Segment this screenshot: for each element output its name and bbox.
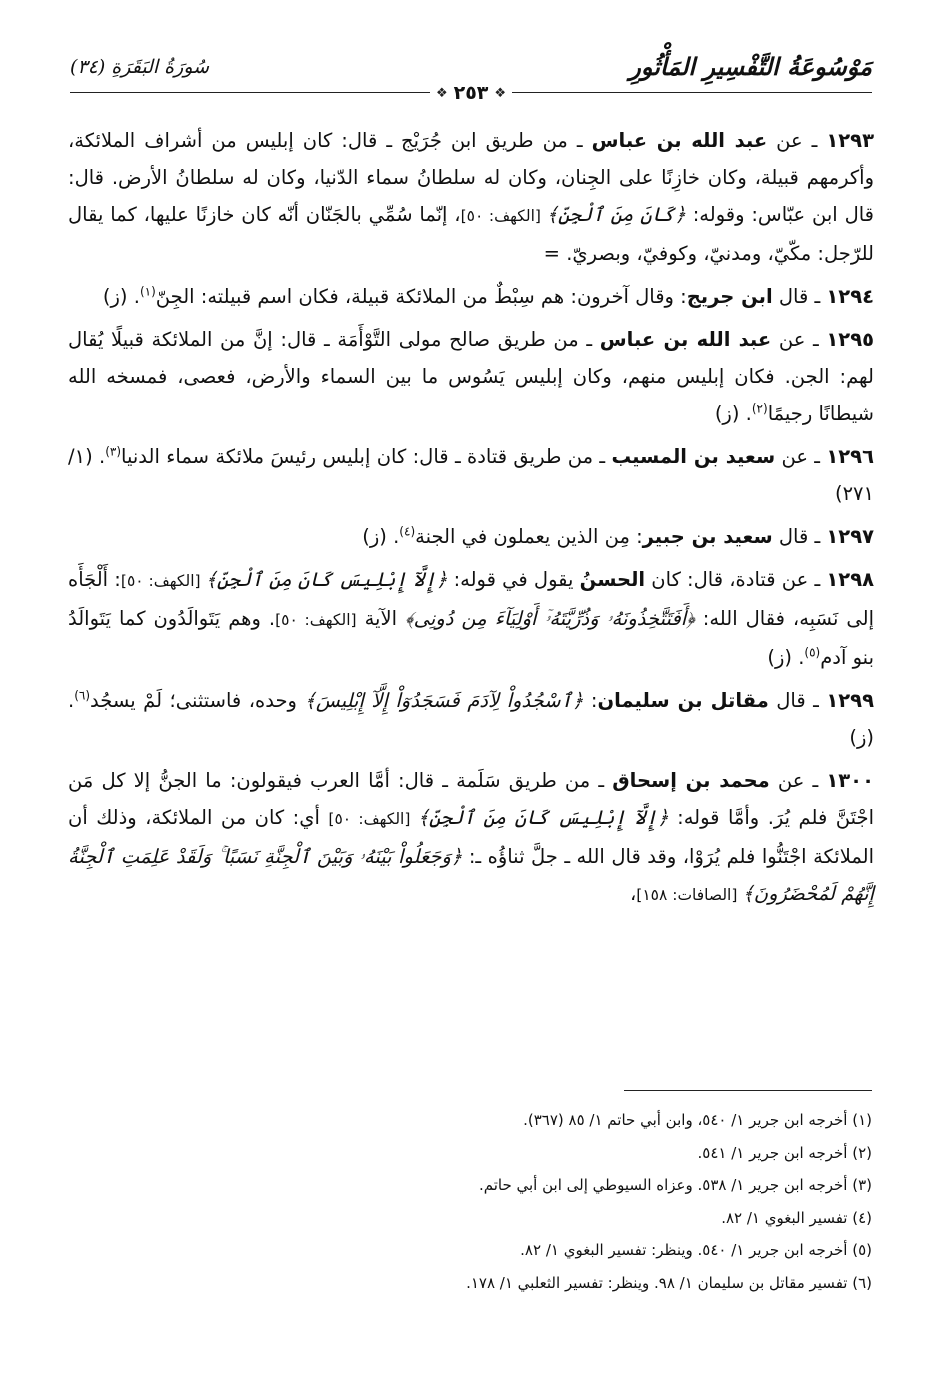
footnote-item: (٦) تفسير مقاتل بن سليمان ١/ ٩٨. وينظر: تفسير الثعلبي ١/ ١٧٨.: [466, 1273, 872, 1292]
narrator-name: عبد الله بن عباس: [599, 328, 772, 351]
narration-number: ١٢٩٨: [826, 568, 874, 591]
verse-reference: [الصافات: ١٥٨]: [636, 886, 743, 904]
narration-text: : وقال آخرون: هم سِبْطٌ من الملائكة قبيلة، فكان اسم قبيلته: الجِنّ: [155, 285, 687, 308]
narration-text: ـ من طريق صالح مولى التَّوْأَمَة ـ قال: إنَّ من الملائكة قبيلًا يُقال لهم: الجن. فكان إبليس منهم، وكان إبليس يَسُوس ما بين السماء والأرض، فعصى، فمسخه الله شيطانًا رجيمًا: [68, 328, 874, 425]
ornament-icon: ❖: [494, 86, 507, 101]
narration-intro: ـ قال: [772, 285, 827, 308]
quran-verse: ﴿أَفَتَتَّخِذُونَهُۥ وَذُرِّيَّتَهُۥٓ أَوْلِيَآءَ مِن دُونِى﴾: [405, 607, 695, 630]
verse-reference: [الكهف: ٥٠]: [460, 207, 547, 225]
page-number: ٢٥٣: [453, 82, 489, 104]
footnote-marker[interactable]: (٣): [105, 444, 122, 459]
narration-intro: ـ عن: [769, 769, 827, 792]
page-number-block: [70, 82, 872, 104]
quran-verse: ﴿إِلَّآ إِبْلِيسَ كَانَ مِنَ ٱلْجِنِّ﴾: [417, 806, 669, 829]
narration-text: . (ز): [714, 402, 752, 425]
narrator-name: عبد الله بن عباس: [591, 129, 768, 152]
narration-text: . (ز): [362, 525, 400, 548]
narration-text: : أَلْجَأَه إلى نَسَبِه، فقال الله:: [68, 568, 874, 630]
footnote-marker[interactable]: (٥): [804, 645, 821, 660]
footnote-item: (٤) تفسير البغوي ١/ ٨٢.: [721, 1208, 872, 1227]
narration-number: ١٢٩٧: [826, 525, 874, 548]
book-title: مَوْسُوعَةُ التَّفْسِيرِ المَأْثُورِ: [629, 52, 872, 81]
narration-1300: [68, 762, 874, 914]
narrator-name: الحسنُ: [579, 568, 646, 591]
narration-1297: [68, 518, 874, 555]
footnote-item: (٢) أخرجه ابن جرير ١/ ٥٤١.: [697, 1143, 872, 1162]
narration-intro: ـ عن: [767, 129, 827, 152]
narration-text: :: [583, 689, 598, 712]
narration-number: ١٢٩٦: [826, 445, 874, 468]
footnote-separator: [624, 1090, 872, 1091]
narration-number: ١٢٩٥: [826, 328, 875, 351]
narration-number: ١٢٩٩: [826, 689, 874, 712]
narration-text: أي: كان من الملائكة، وذلك أن الملائكة اجْتَنُّوا فلم يُرَوْا، وقد قال الله ـ جلَّ ثناؤُه ـ:: [68, 806, 875, 868]
narration-text: ،: [629, 882, 637, 905]
narration-text: وحده، فاستثنى؛ لَمْ يسجُد: [90, 689, 305, 712]
quran-verse: ﴿كَانَ مِنَ ٱلْجِنِّ﴾: [546, 203, 686, 226]
narration-1298: [68, 561, 874, 676]
footnote-marker[interactable]: (٦): [74, 688, 91, 703]
narration-text: الآية: [356, 607, 405, 630]
narration-number: ١٣٠٠: [826, 769, 874, 792]
verse-reference: [الكهف: ٥٠]: [120, 572, 206, 590]
narration-text: . وهم يَتَوالَدُون كما يَتَوالَدُ بنو آدم: [68, 607, 874, 669]
narration-text: . (ز): [102, 285, 140, 308]
main-text: [68, 122, 874, 914]
narration-text: ـ من طريق قتادة ـ قال: كان إبليس رئيسَ ملائكة سماء الدنيا: [121, 445, 612, 468]
narration-number: ١٢٩٣: [826, 129, 874, 152]
narration-intro: ـ عن: [771, 328, 827, 351]
footnote-item: (٣) أخرجه ابن جرير ١/ ٥٣٨. وعزاه السيوطي إلى ابن أبي حاتم.: [478, 1176, 872, 1194]
narration-intro: ـ قال: [768, 689, 827, 712]
quran-verse: ﴿وَجَعَلُواْ بَيْنَهُۥ وَبَيْنَ ٱلْجِنَّةِ نَسَبًا ۚ وَلَقَدْ عَلِمَتِ ٱلْجِنَّةُ إِنَّهُمْ لَمُحْضَرُونَ﴾: [68, 845, 874, 905]
narration-text: ـ من طريق سَلَمة ـ قال: أمَّا العرب فيقولون: ما الجنُّ إلا كل مَن اجْتَنَّ فلم يُرَ. وأمَّا قوله:: [68, 769, 875, 829]
narration-text: . (ز): [767, 646, 805, 669]
narrator-name: مقاتل بن سليمان: [597, 689, 769, 712]
narration-text: : مِن الذين يعملون في الجنة: [415, 525, 643, 548]
narration-1295: [68, 321, 874, 432]
narration-1296: [68, 438, 874, 512]
ornament-icon: ❖: [435, 86, 448, 101]
quran-verse: ﴿ٱسْجُدُواْ لِآدَمَ فَسَجَدُوٓاْ إِلَّآ إِبْلِيسَ﴾: [304, 689, 584, 712]
footnote-marker[interactable]: (١): [139, 284, 156, 299]
narration-text: ـ من طريق ابن جُرَيْج ـ قال: كان إبليس من أشراف الملائكة، وأكرمهم قبيلة، وكان خازِنًا على الجِنان، وكان له سلطانُ سماء الدّنيا، وكان له سلطانُ الأرض. قال: قال ابن عبّاس: وقوله:: [68, 129, 874, 226]
narration-number: ١٢٩٤: [826, 285, 874, 308]
narrator-name: محمد بن إسحاق: [612, 769, 770, 792]
narration-intro: ـ قال: [772, 525, 827, 548]
narration-text: . (١/ ٢٧١): [68, 445, 874, 505]
verse-reference: [الكهف: ٥٠]: [275, 611, 357, 629]
narration-1294: [68, 278, 874, 315]
narration-text: يقول في قوله:: [447, 568, 580, 591]
narrator-name: ابن جريج: [686, 285, 773, 308]
footnote-item: (٥) أخرجه ابن جرير ١/ ٥٤٠. وينظر: تفسير البغوي ١/ ٨٢.: [520, 1241, 872, 1259]
narration-text: . (ز): [68, 689, 874, 749]
narration-text: ، إنّما سُمِّي بالجَنّان أنّه كان خازنًا عليها، كما يقال للرّجل: مكّيّ، ومدنيّ، وكوفيّ، وبصريّ. =: [68, 203, 874, 265]
narrator-name: سعيد بن المسيب: [611, 445, 776, 468]
footnote-marker[interactable]: (٢): [751, 401, 768, 416]
narration-1299: [68, 682, 874, 756]
narrator-name: سعيد بن جبير: [642, 525, 773, 548]
footnote-marker[interactable]: (٤): [399, 524, 416, 539]
narration-intro: ـ عن قتادة، قال: كان: [645, 568, 827, 591]
narration-intro: ـ عن: [775, 445, 827, 468]
quran-verse: ﴿إِلَّآ إِبْلِيسَ كَانَ مِنَ ٱلْجِنِّ﴾: [205, 568, 448, 591]
verse-reference: [الكهف: ٥٠]: [328, 810, 418, 828]
surah-title: سُورَةُ البَقَرَةِ (٣٤): [70, 56, 210, 78]
page-header: [70, 52, 872, 104]
footnote-item: (١) أخرجه ابن جرير ١/ ٥٤٠، وابن أبي حاتم ١/ ٨٥ (٣٦٧).: [523, 1111, 872, 1129]
narration-1293: [68, 122, 874, 272]
footnotes: [66, 1104, 872, 1299]
